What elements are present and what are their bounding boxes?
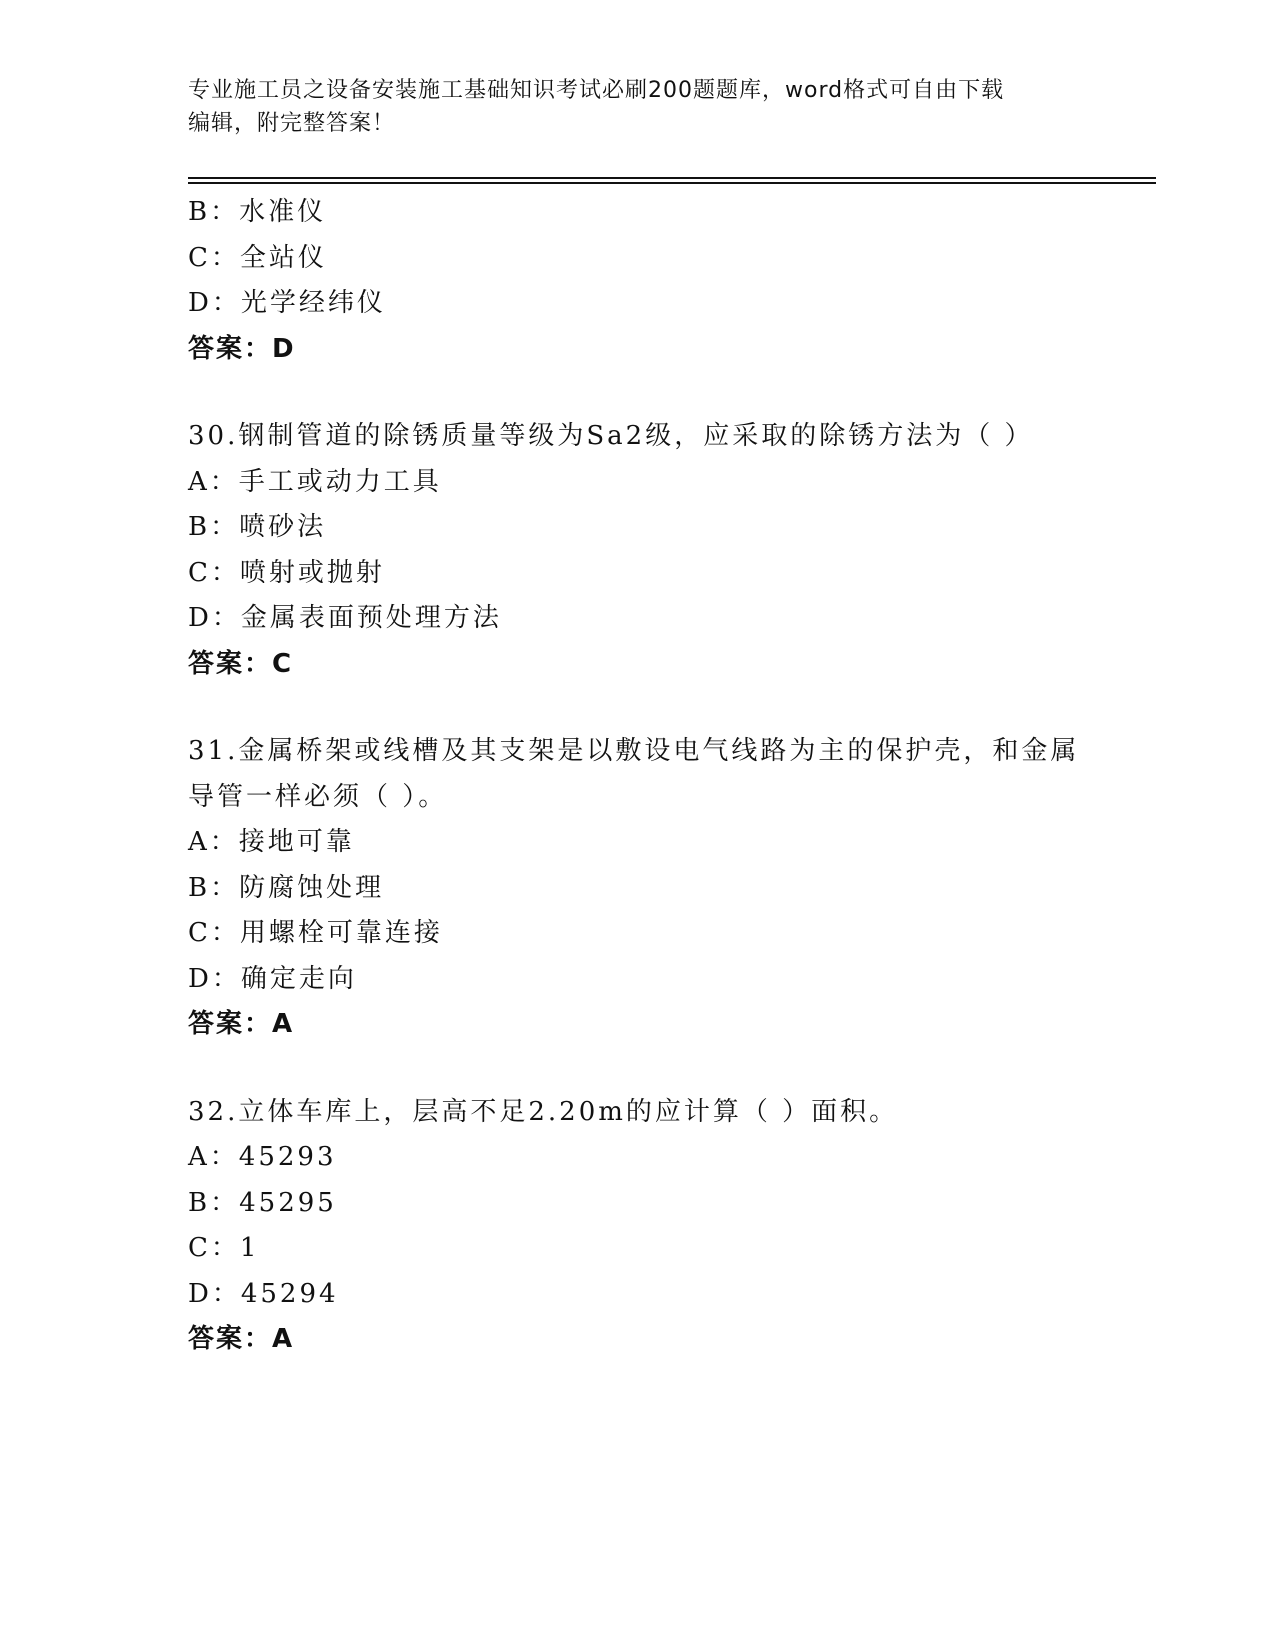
question-text: 32.立体车库上，层高不足2.20m的应计算（ ）面积。 xyxy=(188,1096,899,1127)
option-c: C：用螺栓可靠连接 xyxy=(188,918,443,948)
option-d: D：确定走向 xyxy=(188,963,357,994)
document-header xyxy=(188,74,1088,140)
question-30 xyxy=(188,414,1088,687)
answer-line: 答案：A xyxy=(188,1009,295,1039)
header-line-1: 专业施工员之设备安装施工基础知识考试必刷200题题库，word格式可自由下载 xyxy=(188,78,1005,103)
option-c: C：1 xyxy=(188,1233,260,1263)
answer-line: 答案：D xyxy=(188,333,296,364)
option-a: A：接地可靠 xyxy=(188,827,355,857)
document-body xyxy=(188,190,1088,1363)
spacer xyxy=(188,687,1088,729)
header-rule-top xyxy=(188,177,1156,179)
option-c: C：喷射或抛射 xyxy=(188,557,385,588)
answer-line: 答案：C xyxy=(188,648,294,679)
question-31 xyxy=(188,729,1088,1048)
question-32 xyxy=(188,1090,1088,1363)
option-a: A：手工或动力工具 xyxy=(188,466,442,497)
option-b: B：喷砂法 xyxy=(188,512,327,542)
answer-line: 答案：A xyxy=(188,1324,295,1354)
header-line-2: 编辑，附完整答案！ xyxy=(188,111,396,136)
option-b: B：水准仪 xyxy=(188,197,327,227)
option-c: C：全站仪 xyxy=(188,242,327,273)
option-d: D：金属表面预处理方法 xyxy=(188,603,502,633)
spacer xyxy=(188,1048,1088,1090)
question-text-line-2: 导管一样必须（ ）。 xyxy=(188,781,448,812)
option-b: B：45295 xyxy=(188,1187,337,1218)
option-d: D：光学经纬仪 xyxy=(188,288,386,318)
question-text: 30.钢制管道的除锈质量等级为Sa2级，应采取的除锈方法为（ ） xyxy=(188,421,1034,451)
option-a: A：45293 xyxy=(188,1142,337,1172)
question-text-line-1: 31.金属桥架或线槽及其支架是以敷设电气线路为主的保护壳，和金属 xyxy=(188,736,1080,766)
spacer xyxy=(188,372,1088,414)
header-rule-bottom xyxy=(188,182,1156,184)
question-29-continued xyxy=(188,190,1088,372)
option-b: B：防腐蚀处理 xyxy=(188,872,385,903)
option-d: D：45294 xyxy=(188,1278,339,1309)
